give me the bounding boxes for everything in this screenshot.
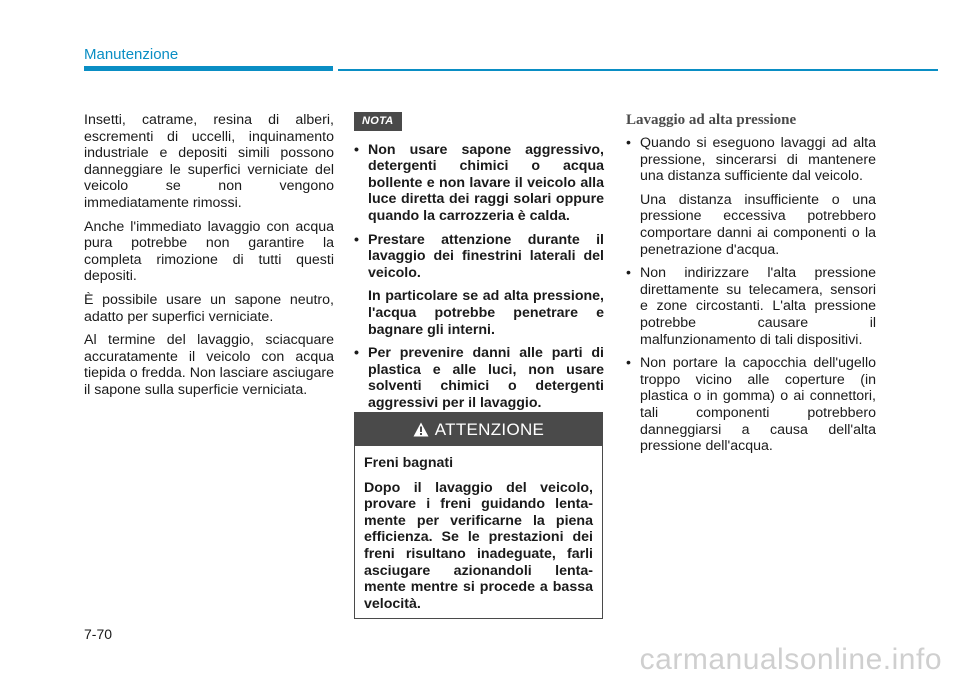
list-item (626, 355, 876, 455)
warning-title: Freni bagnati (364, 455, 454, 471)
list-item (354, 345, 604, 411)
nota-list (354, 142, 604, 412)
list-item (626, 135, 876, 258)
header-rule-thin (338, 69, 938, 71)
list-item-text: Non usare sapone aggressivo, detergenti chimici o acqua bollente e non lavare il veicolo alla luce diretta dei raggi solari oppure quando la carrozzeria è calda. (368, 141, 604, 224)
list-item-text: Non indirizzare l'alta pressione direttamente su telecamera, sensori e zone circostanti. L'alta pressione potrebbe causare il malfunzionamento di tali dispositivi. (640, 265, 876, 348)
column-3 (626, 112, 876, 462)
section-title: Manutenzione (84, 46, 179, 63)
header-rule-thick (84, 66, 333, 71)
watermark: carmanualsonline.info (639, 643, 942, 676)
warning-body (355, 446, 602, 612)
warning-text: Dopo il lavaggio del veicolo, provare i freni guidando lenta-mente per verificarne la piena efficienza. Se le prestazioni dei freni risultano inadeguate, farli asciugare azionandoli lenta-mente mentre si procede a bassa velocità. (364, 479, 593, 612)
warning-label: ATTENZIONE (434, 419, 545, 439)
subsection-title: Lavaggio ad alta pressione (626, 112, 797, 128)
list-item-extra: Una distanza insufficiente o una pressione eccessiva potrebbero comportare danni ai componenti o la penetrazione d'acqua. (640, 191, 876, 258)
column-1 (84, 112, 334, 406)
warning-triangle-icon (413, 422, 429, 437)
list-item-text: Prestare attenzione durante il lavaggio dei finestrini laterali del veicolo. (368, 231, 604, 281)
paragraph: Al termine del lavaggio, sciacquare accuratamente il veicolo con acqua tiepida o fredda. Non lasciare asciugare il sapone sulla superficie verniciata. (84, 332, 335, 398)
warning-box (354, 412, 603, 619)
nota-badge: NOTA (354, 112, 402, 131)
list-item-text: Quando si eseguono lavaggi ad alta pressione, sincerarsi di mantenere una distanza sufficiente dal veicolo. (640, 135, 876, 185)
list-item (354, 142, 604, 225)
column-2 (354, 112, 604, 419)
list-item (626, 265, 876, 348)
list-item-text: Non portare la capocchia dell'ugello troppo vicino alle coperture (in plastica o in gomma) o ai connettori, tali componenti potrebbero danneggiarsi a causa dell'alta pressione dell'acqua. (640, 355, 876, 455)
paragraph: È possibile usare un sapone neutro, adatto per superfici verniciate. (84, 291, 334, 325)
warning-header (355, 413, 602, 446)
list-item-text: Per prevenire danni alle parti di plastica e alle luci, non usare solventi chimici o detergenti aggressivi per il lavaggio. (368, 345, 604, 411)
page-number: 7-70 (84, 626, 113, 642)
list-item (354, 232, 604, 339)
high-pressure-list (626, 135, 876, 455)
list-item-extra: In particolare se ad alta pressione, l'acqua potrebbe penetrare e bagnare gli interni. (368, 288, 604, 338)
paragraph: Anche l'immediato lavaggio con acqua pura potrebbe non garantire la completa rimozione di tutti questi depositi. (84, 218, 334, 285)
paragraph: Insetti, catrame, resina di alberi, escrementi di uccelli, inquinamento industriale e depositi simili possono danneggiare le superfici verniciate del veicolo se non vengono immediatamente rimossi. (84, 112, 334, 211)
